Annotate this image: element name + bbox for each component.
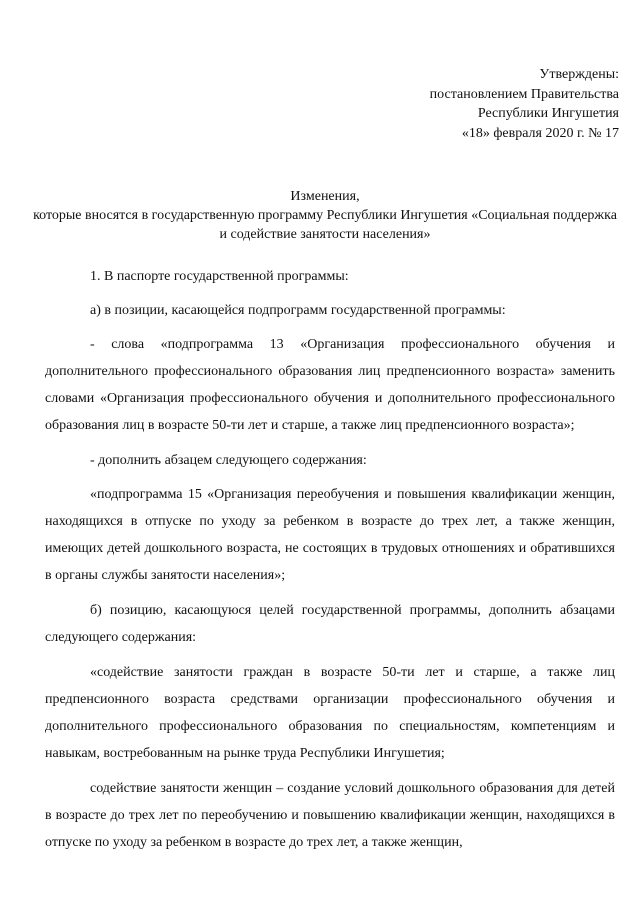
approval-line: Республики Ингушетия <box>477 106 619 121</box>
document-body <box>45 263 615 864</box>
paragraph-add-abzac: - дополнить абзацем следующего содержания: <box>90 453 367 468</box>
paragraph-subprogram-15: «подпрограмма 15 «Организация переобучения и повышения квалификации женщин, находящихся в отпуске по уходу за ребенком в возрасте до трех лет, а также женщин, имеющих детей дошкольного возраста, не состоящих в трудовых отношениях и обратившихся в органы службы занятости населения»; <box>45 487 615 583</box>
paragraph-item-b: б) позицию, касающуюся целей государственной программы, дополнить абзацами следующего содержания: <box>45 603 615 645</box>
paragraph-employment-women: содействие занятости женщин – создание условий дошкольного образования для детей в возрасте до трех лет по переобучению и повышению квалификации женщин, находящихся в отпуске по уходу за ребенком в возрасте до трех лет, а также женщин, <box>45 781 615 850</box>
heading-subtitle: которые вносятся в государственную программу Республики Ингушетия «Социальная поддержка и содействие занятости населения» <box>33 208 617 242</box>
approval-line: постановлением Правительства <box>429 86 619 102</box>
approval-date-line: «18» февраля 2020 г. № 17 <box>461 125 619 141</box>
approval-block <box>430 65 619 143</box>
paragraph-item-1: 1. В паспорте государственной программы: <box>90 269 349 284</box>
heading-title: Изменения, <box>290 189 360 204</box>
paragraph-replace-words: - слова «подпрограмма 13 «Организация профессионального обучения и дополнительного профессионального образования лиц предпенсионного возраста» заменить словами «Организация профессионального обучения и дополнительного профессионального образования лиц в возрасте 50-ти лет и старше, а также лиц предпенсионного возраста»; <box>45 337 615 433</box>
approval-line: Утверждены: <box>539 67 619 82</box>
document-heading <box>30 187 620 244</box>
paragraph-employment-50: «содействие занятости граждан в возрасте 50-ти лет и старше, а также лиц предпенсионного возраста средствами организации профессионального обучения и дополнительного профессионального образования по специальностям, компетенциям и навыкам, востребованным на рынке труда Республики Ингушетия; <box>45 665 615 761</box>
paragraph-item-a: а) в позиции, касающейся подпрограмм государственной программы: <box>90 303 506 318</box>
